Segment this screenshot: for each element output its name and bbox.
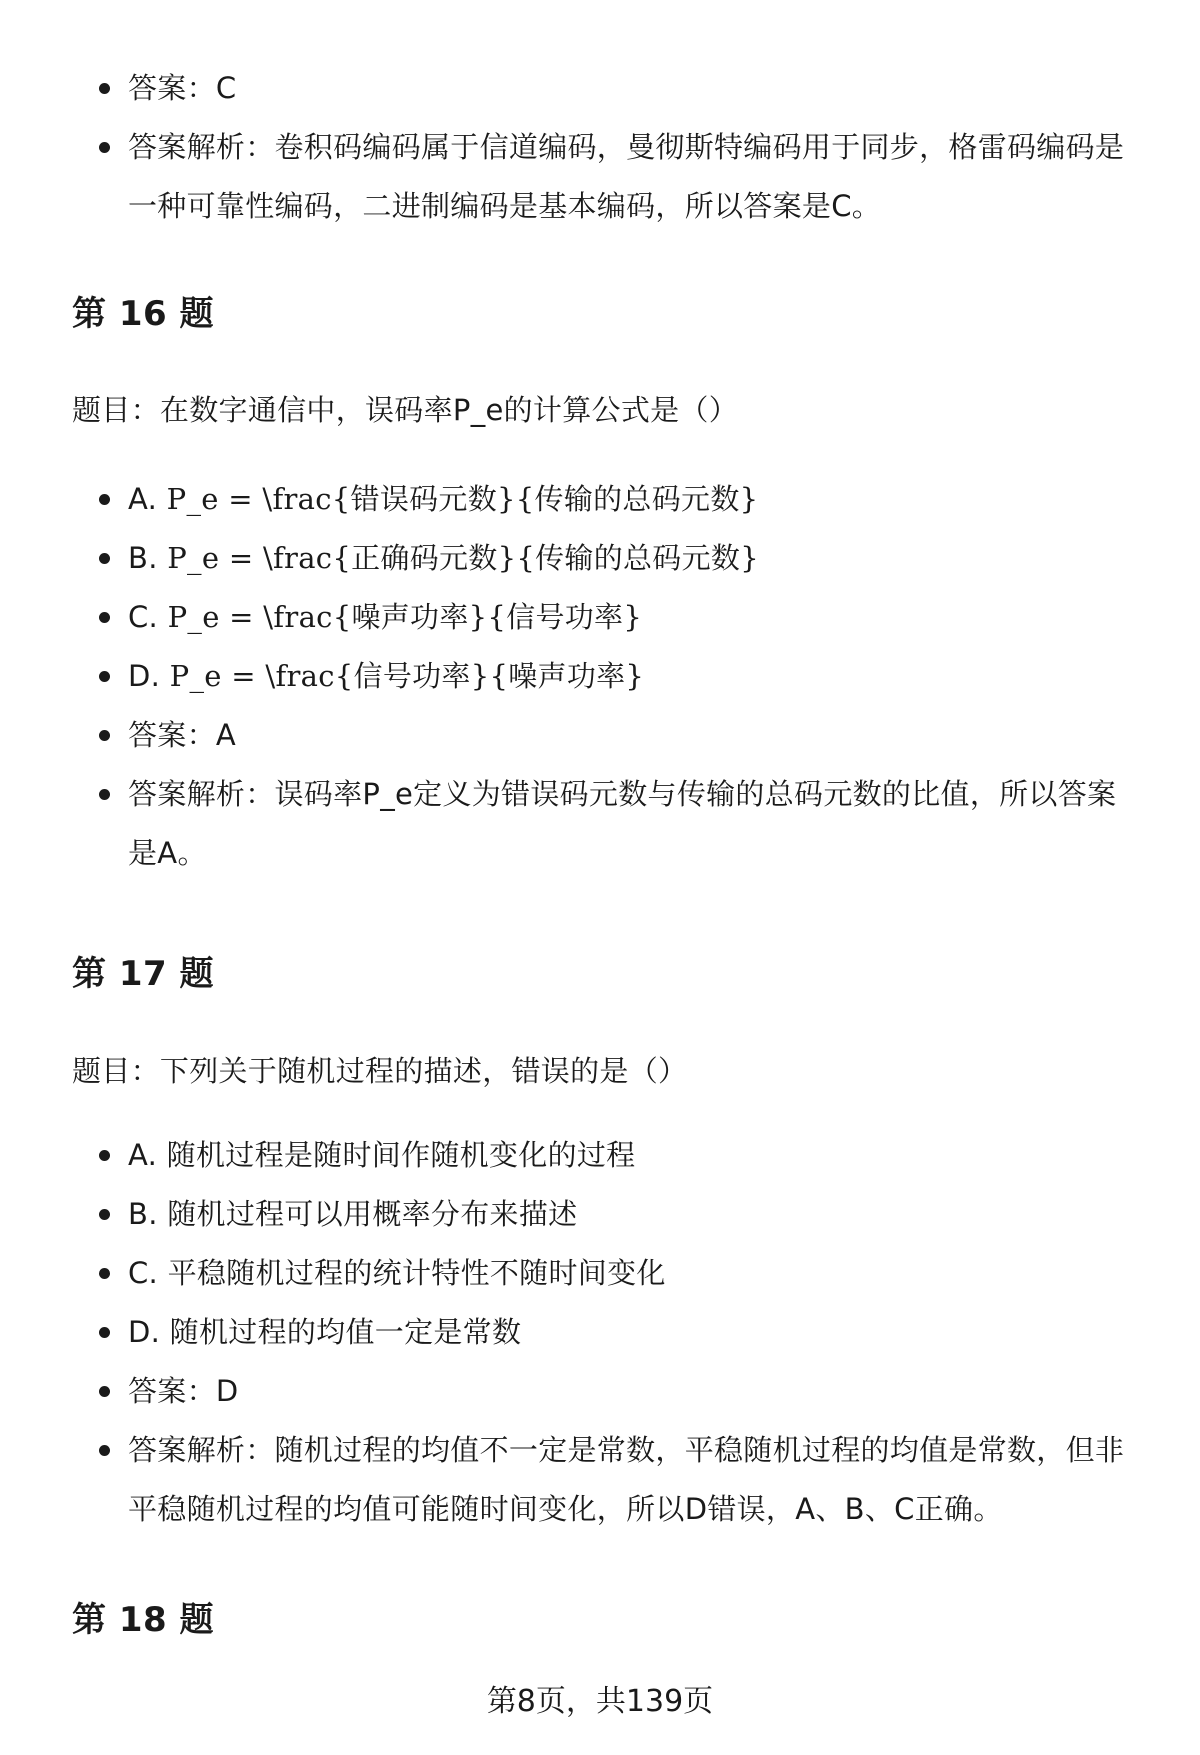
- q17-explanation: [0, 1421, 1200, 1539]
- q16-option-a: [0, 470, 1200, 529]
- bullet-icon: [99, 730, 110, 741]
- q17-heading: 第 17 题: [72, 954, 214, 994]
- q16-answer: [0, 706, 1200, 765]
- q15-explanation: [0, 118, 1200, 236]
- q16-option-b: [0, 529, 1200, 588]
- bullet-icon: [99, 1386, 110, 1397]
- q16-question: 题目：在数字通信中，误码率P_e的计算公式是（）: [72, 393, 739, 427]
- bullet-icon: [99, 83, 110, 94]
- bullet-icon: [99, 553, 110, 564]
- bullet-icon: [99, 1150, 110, 1161]
- q17-option-b: [0, 1185, 1200, 1244]
- option-label: B.: [128, 541, 168, 575]
- q17-option-d: [0, 1303, 1200, 1362]
- q17-option-a: [0, 1126, 1200, 1185]
- q16-heading: 第 16 题: [72, 294, 214, 334]
- option-formula: P_e = \frac{噪声功率}{信号功率}: [167, 600, 643, 634]
- q16-option-d: [0, 647, 1200, 706]
- explanation-text: 答案解析：误码率P_e定义为错误码元数与传输的总码元数的比值，所以答案是A。: [128, 777, 1117, 870]
- option-formula: P_e = \frac{错误码元数}{传输的总码元数}: [166, 482, 759, 516]
- q18-heading: 第 18 题: [72, 1600, 214, 1640]
- bullet-icon: [99, 494, 110, 505]
- q17-question: 题目：下列关于随机过程的描述，错误的是（）: [72, 1054, 688, 1088]
- option-label: A.: [128, 482, 167, 516]
- q17-options-list: [0, 1126, 1200, 1539]
- bullet-icon: [99, 142, 110, 153]
- answer-text: 答案：A: [128, 718, 237, 752]
- option-label: D.: [128, 659, 170, 693]
- answer-text: 答案：C: [128, 71, 237, 105]
- bullet-icon: [99, 612, 110, 623]
- bullet-icon: [99, 1445, 110, 1456]
- option-text: D. 随机过程的均值一定是常数: [128, 1315, 522, 1349]
- explanation-text: 答案解析：随机过程的均值不一定是常数，平稳随机过程的均值是常数，但非平稳随机过程的均值可能随时间变化，所以D错误，A、B、C正确。: [128, 1433, 1125, 1526]
- q16-explanation: [0, 765, 1200, 883]
- q15-answer-list: [0, 59, 1200, 236]
- bullet-icon: [99, 1268, 110, 1279]
- option-text: C. 平稳随机过程的统计特性不随时间变化: [128, 1256, 666, 1290]
- option-text: B. 随机过程可以用概率分布来描述: [128, 1197, 578, 1231]
- bullet-icon: [99, 1327, 110, 1338]
- bullet-icon: [99, 671, 110, 682]
- option-text: A. 随机过程是随时间作随机变化的过程: [128, 1138, 636, 1172]
- answer-text: 答案：D: [128, 1374, 239, 1408]
- bullet-icon: [99, 1209, 110, 1220]
- bullet-icon: [99, 789, 110, 800]
- q16-options-list: [0, 470, 1200, 883]
- explanation-text: 答案解析：卷积码编码属于信道编码，曼彻斯特编码用于同步，格雷码编码是一种可靠性编码，二进制编码是基本编码，所以答案是C。: [128, 130, 1125, 223]
- q17-answer: [0, 1362, 1200, 1421]
- option-label: C.: [128, 600, 168, 634]
- q15-answer: [0, 59, 1200, 118]
- q16-option-c: [0, 588, 1200, 647]
- page-number: 第8页，共139页: [486, 1684, 714, 1719]
- option-formula: P_e = \frac{正确码元数}{传输的总码元数}: [167, 541, 759, 575]
- option-formula: P_e = \frac{信号功率}{噪声功率}: [169, 659, 645, 693]
- q17-option-c: [0, 1244, 1200, 1303]
